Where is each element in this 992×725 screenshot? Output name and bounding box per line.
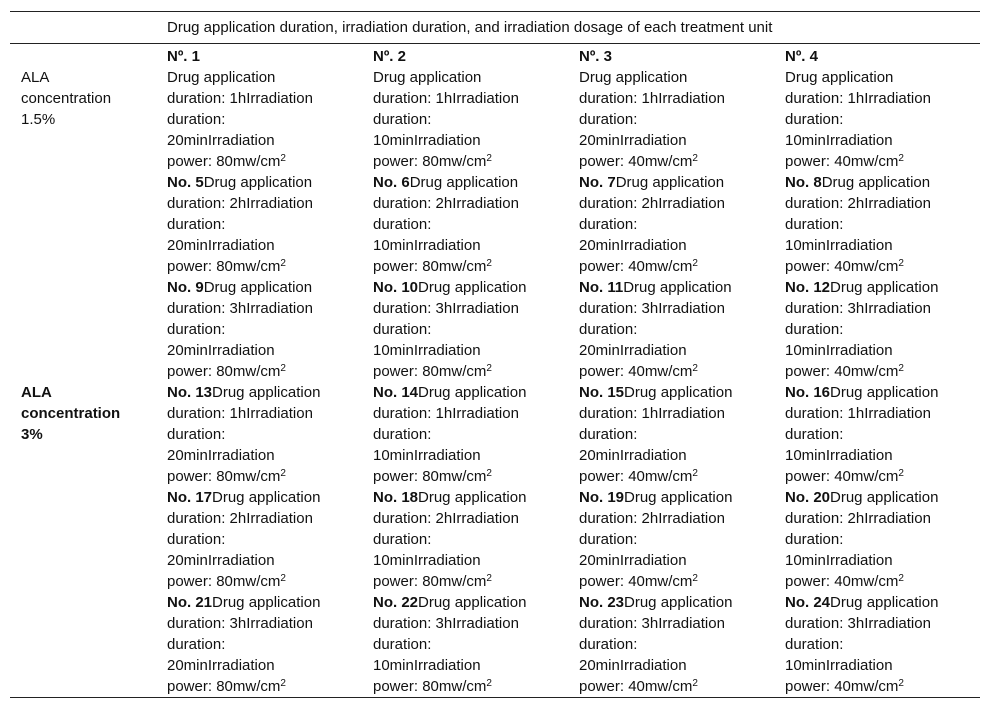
row-group-label-empty [10,487,167,592]
power-exponent: 2 [486,258,492,269]
table-row [10,67,980,172]
row-group-label-empty [10,277,167,382]
cell-line: 20minIrradiation [579,552,687,569]
treatment-cell [373,487,579,592]
table-row [10,592,980,697]
cell-line [785,676,980,697]
cell-line [373,172,579,193]
cell-line [785,67,980,88]
table-row [10,487,980,592]
cell-line: duration: [373,636,432,653]
cell-text: Drug application [203,279,313,296]
cell-line: duration: 3hIrradiation [373,615,519,632]
cell-line [167,382,373,403]
cell-line: 20minIrradiation [579,657,687,674]
unit-number: No. 11 [579,279,624,296]
power-exponent: 2 [898,678,904,689]
cell-line: 10minIrradiation [373,132,481,149]
cell-line [579,277,785,298]
cell-text: Drug application [579,69,688,86]
cell-line: duration: 2hIrradiation [579,195,725,212]
cell-line: 10minIrradiation [785,552,893,569]
cell-line: 10minIrradiation [373,237,481,254]
cell-line: duration: 1hIrradiation [785,90,931,107]
power-text: power: 80mw/cm [373,363,487,380]
power-text: power: 80mw/cm [373,468,487,485]
treatment-units-table [10,12,980,697]
unit-number: No. 19 [579,489,625,506]
cell-line: 20minIrradiation [167,237,275,254]
power-exponent: 2 [692,153,698,164]
cell-line: 20minIrradiation [579,237,687,254]
cell-line [579,571,785,592]
power-exponent: 2 [692,468,698,479]
unit-number: No. 9 [167,279,204,296]
cell-line: duration: 3hIrradiation [373,300,519,317]
power-text: power: 40mw/cm [785,678,899,695]
table-row [10,172,980,277]
cell-text: Drug application [418,384,527,401]
row-group-label-line: ALA [21,69,50,86]
cell-line [167,592,373,613]
treatment-cell [167,277,373,382]
power-text: power: 80mw/cm [373,678,487,695]
unit-number: No. 17 [167,489,213,506]
cell-line: duration: 2hIrradiation [373,510,519,527]
cell-text: Drug application [830,384,939,401]
power-text: power: 80mw/cm [373,573,487,590]
power-exponent: 2 [280,258,286,269]
treatment-cell [579,382,785,487]
unit-number: No. 22 [373,594,419,611]
cell-line: duration: [373,531,432,548]
cell-line [579,676,785,697]
cell-text: Drug application [624,384,733,401]
power-exponent: 2 [692,573,698,584]
cell-line: 10minIrradiation [373,657,481,674]
power-exponent: 2 [486,573,492,584]
power-exponent: 2 [486,153,492,164]
unit-number: No. 18 [373,489,419,506]
table-caption-header [10,12,980,44]
treatment-cell [167,172,373,277]
cell-line: duration: 1hIrradiation [579,405,725,422]
power-exponent: 2 [280,153,286,164]
treatment-cell [373,67,579,172]
cell-line [373,151,579,172]
cell-line [373,382,579,403]
unit-number: No. 8 [785,174,822,191]
power-text: power: 40mw/cm [579,363,693,380]
power-text: power: 80mw/cm [167,153,281,170]
cell-text: Drug application [418,279,527,296]
power-text: power: 40mw/cm [579,573,693,590]
cell-line: 20minIrradiation [167,657,275,674]
power-text: power: 40mw/cm [785,153,899,170]
cell-line: 10minIrradiation [373,552,481,569]
power-text: power: 40mw/cm [579,468,693,485]
unit-number: No. 21 [167,594,213,611]
cell-line [579,592,785,613]
cell-line: duration: [579,426,638,443]
power-exponent: 2 [692,678,698,689]
cell-line: duration: [167,321,226,338]
power-exponent: 2 [486,678,492,689]
cell-text: Drug application [212,594,321,611]
cell-text: Drug application [418,489,527,506]
cell-line: duration: [167,216,226,233]
cell-line: 10minIrradiation [785,132,893,149]
cell-text: Drug application [212,489,321,506]
table-row [10,277,980,382]
cell-line: duration: 2hIrradiation [785,510,931,527]
cell-line: duration: [785,531,844,548]
cell-line [373,592,579,613]
cell-line [579,466,785,487]
cell-line [167,361,373,382]
row-group-label-line: 1.5% [21,111,56,128]
column-header-1: Nº. 1 [167,48,200,65]
power-exponent: 2 [280,573,286,584]
cell-line: 10minIrradiation [785,342,893,359]
power-exponent: 2 [486,363,492,374]
cell-text: Drug application [624,489,733,506]
row-group-label-line: ALA [21,384,52,401]
cell-line [785,172,980,193]
treatment-cell [785,592,980,697]
power-exponent: 2 [898,573,904,584]
cell-line: duration: [579,216,638,233]
cell-line: 10minIrradiation [373,342,481,359]
cell-line [167,571,373,592]
power-exponent: 2 [692,363,698,374]
cell-line: duration: [785,216,844,233]
unit-number: No. 6 [373,174,410,191]
cell-line [579,151,785,172]
cell-line [373,67,579,88]
cell-line: 10minIrradiation [785,447,893,464]
caption-header-text: Drug application duration, irradiation duration, and irradiation dosage of each treatment unit [167,19,773,36]
treatment-cell [579,592,785,697]
treatment-cell [579,172,785,277]
power-text: power: 80mw/cm [167,678,281,695]
power-exponent: 2 [280,363,286,374]
power-exponent: 2 [898,363,904,374]
cell-line [373,277,579,298]
unit-number: No. 23 [579,594,625,611]
row-group-label-line: concentration [21,90,112,107]
cell-line: duration: [167,531,226,548]
treatment-cell [785,487,980,592]
table-row [10,382,980,487]
cell-line: 10minIrradiation [785,657,893,674]
cell-line: duration: [373,216,432,233]
row-group-label-empty [10,592,167,697]
treatment-cell [167,382,373,487]
treatment-cell [579,487,785,592]
power-text: power: 40mw/cm [785,573,899,590]
cell-line [785,487,980,508]
cell-line [167,172,373,193]
power-text: power: 80mw/cm [167,363,281,380]
cell-line [373,571,579,592]
row-group-label-empty [10,172,167,277]
cell-text: Drug application [203,174,313,191]
cell-line: duration: [579,531,638,548]
cell-line [579,172,785,193]
cell-line [167,151,373,172]
column-header-4: Nº. 4 [785,48,818,65]
cell-line: duration: [579,321,638,338]
treatment-cell [579,277,785,382]
power-text: power: 40mw/cm [579,258,693,275]
cell-line: duration: 3hIrradiation [167,300,313,317]
cell-line: duration: [785,321,844,338]
treatment-cell [373,172,579,277]
cell-text: Drug application [830,279,939,296]
column-header-3: Nº. 3 [579,48,612,65]
power-exponent: 2 [486,468,492,479]
cell-line: 20minIrradiation [579,132,687,149]
power-text: power: 80mw/cm [373,153,487,170]
treatment-cell [167,67,373,172]
power-text: power: 40mw/cm [579,678,693,695]
power-exponent: 2 [280,678,286,689]
power-text: power: 40mw/cm [785,468,899,485]
power-text: power: 80mw/cm [167,573,281,590]
cell-line: duration: 2hIrradiation [373,195,519,212]
cell-text: Drug application [623,279,732,296]
cell-line: duration: [373,426,432,443]
treatment-cell [373,277,579,382]
cell-line [373,487,579,508]
unit-number: No. 16 [785,384,831,401]
power-text: power: 80mw/cm [167,258,281,275]
power-text: power: 40mw/cm [579,153,693,170]
unit-number: No. 15 [579,384,625,401]
cell-line [167,676,373,697]
cell-line: duration: 3hIrradiation [167,615,313,632]
cell-line: duration: 2hIrradiation [167,195,313,212]
cell-line [373,676,579,697]
cell-text: Drug application [418,594,527,611]
cell-line [167,67,373,88]
cell-line: duration: [579,111,638,128]
cell-line: duration: [373,321,432,338]
unit-number: No. 12 [785,279,831,296]
treatment-cell [785,382,980,487]
cell-line [785,256,980,277]
row-label-header [10,44,167,68]
cell-line [785,277,980,298]
cell-line: duration: 2hIrradiation [167,510,313,527]
cell-text: Drug application [821,174,931,191]
cell-line: duration: [167,636,226,653]
cell-text: Drug application [409,174,519,191]
cell-line: duration: 3hIrradiation [579,300,725,317]
cell-line [785,361,980,382]
cell-line: duration: 1hIrradiation [167,90,313,107]
treatment-cell [579,67,785,172]
cell-line [373,361,579,382]
cell-text: Drug application [167,69,276,86]
cell-line [167,466,373,487]
treatment-cell [167,487,373,592]
cell-line: 20minIrradiation [167,132,275,149]
treatment-cell [785,172,980,277]
cell-line [579,361,785,382]
power-text: power: 40mw/cm [785,363,899,380]
cell-text: Drug application [212,384,321,401]
treatment-cell [785,277,980,382]
unit-number: No. 20 [785,489,831,506]
cell-line: duration: 2hIrradiation [579,510,725,527]
cell-line: 20minIrradiation [167,447,275,464]
power-exponent: 2 [898,468,904,479]
cell-line: 10minIrradiation [373,447,481,464]
power-text: power: 80mw/cm [373,258,487,275]
cell-line: duration: 1hIrradiation [785,405,931,422]
row-group-label [10,67,167,172]
cell-line [373,466,579,487]
cell-line: duration: 3hIrradiation [785,300,931,317]
cell-line [785,466,980,487]
unit-number: No. 7 [579,174,616,191]
power-text: power: 40mw/cm [785,258,899,275]
cell-text: Drug application [830,489,939,506]
power-exponent: 2 [898,258,904,269]
cell-line [785,571,980,592]
cell-line [167,256,373,277]
cell-line: 20minIrradiation [579,342,687,359]
cell-line [167,487,373,508]
cell-line: duration: 1hIrradiation [579,90,725,107]
row-group-label-line: 3% [21,426,43,443]
cell-line: duration: 1hIrradiation [373,405,519,422]
cell-text: Drug application [624,594,733,611]
treatment-cell [167,592,373,697]
cell-text: Drug application [785,69,894,86]
cell-line: duration: 1hIrradiation [373,90,519,107]
unit-number: No. 5 [167,174,204,191]
unit-number: No. 14 [373,384,419,401]
column-header-2: Nº. 2 [373,48,406,65]
cell-line: 20minIrradiation [579,447,687,464]
treatment-cell [373,592,579,697]
cell-line: duration: [167,111,226,128]
cell-line: duration: [579,636,638,653]
cell-line: duration: [785,636,844,653]
cell-line [579,256,785,277]
cell-line [373,256,579,277]
cell-line [785,382,980,403]
cell-line: duration: [167,426,226,443]
power-text: power: 80mw/cm [167,468,281,485]
power-exponent: 2 [280,468,286,479]
cell-line: duration: 3hIrradiation [785,615,931,632]
cell-line: 20minIrradiation [167,342,275,359]
unit-number: No. 10 [373,279,419,296]
treatment-table [10,11,980,698]
cell-line [785,151,980,172]
table-body [10,67,980,697]
treatment-cell [785,67,980,172]
power-exponent: 2 [692,258,698,269]
row-group-label-line: concentration [21,405,121,422]
treatment-cell [373,382,579,487]
cell-line [785,592,980,613]
cell-line [579,487,785,508]
cell-line: duration: 3hIrradiation [579,615,725,632]
cell-line: 10minIrradiation [785,237,893,254]
cell-line: duration: 2hIrradiation [785,195,931,212]
power-exponent: 2 [898,153,904,164]
cell-text: Drug application [615,174,725,191]
cell-line: 20minIrradiation [167,552,275,569]
cell-line: duration: [785,426,844,443]
cell-line: duration: 1hIrradiation [167,405,313,422]
cell-text: Drug application [373,69,482,86]
cell-line: duration: [785,111,844,128]
unit-number: No. 13 [167,384,213,401]
cell-line [167,277,373,298]
unit-number: No. 24 [785,594,831,611]
cell-line [579,382,785,403]
cell-line [579,67,785,88]
row-group-label [10,382,167,487]
cell-line: duration: [373,111,432,128]
cell-text: Drug application [830,594,939,611]
